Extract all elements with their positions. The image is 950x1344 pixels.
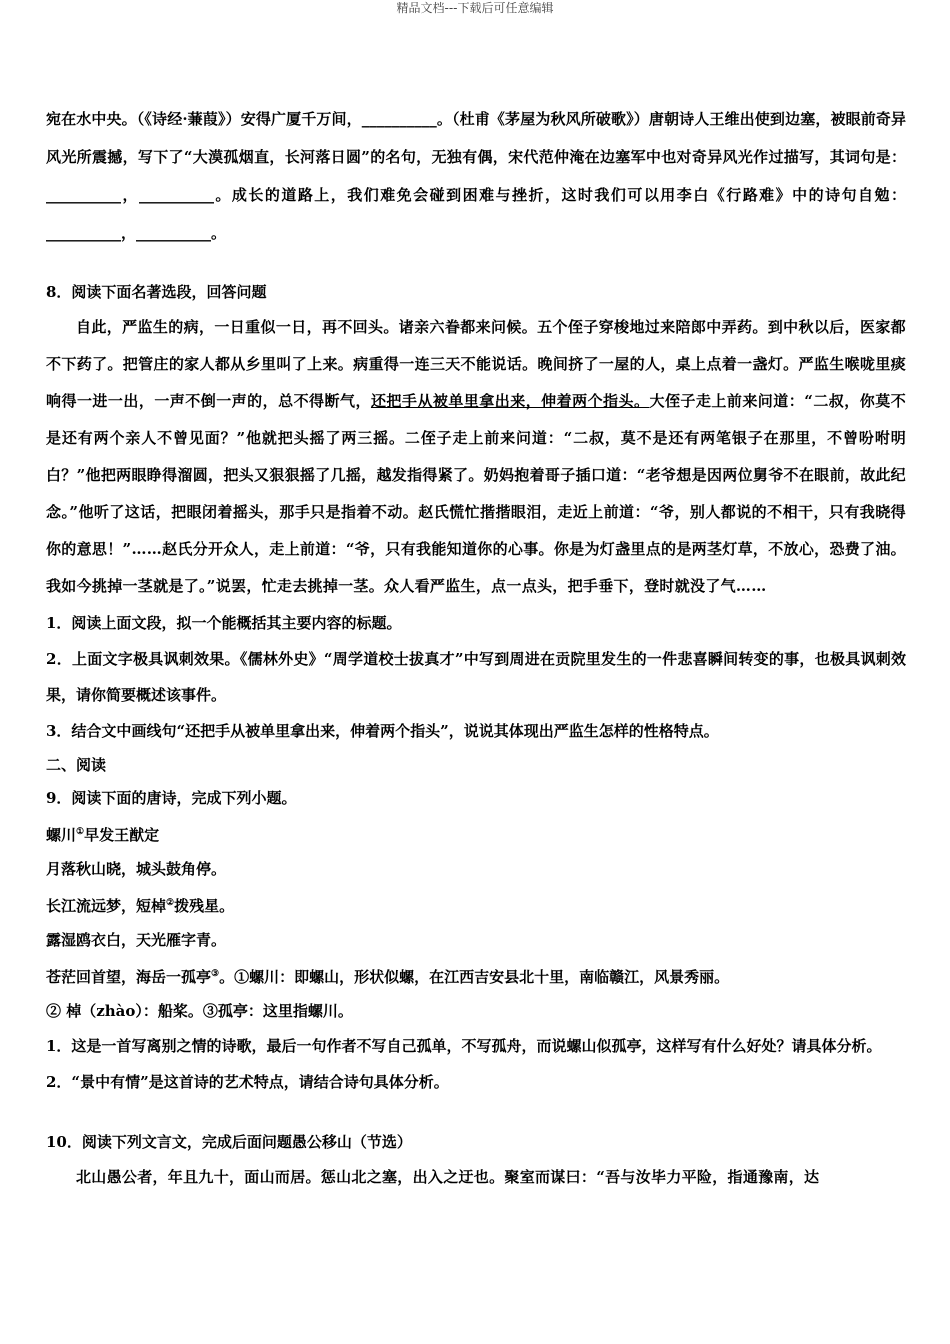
poem-line-4: 苍茫回首望，海岳一孤亭③。①螺川：即螺山，形状似螺，在江西吉安县北十里，南临赣江，风景秀丽。 <box>46 968 730 986</box>
q9-sub1: 1．这是一首写离别之情的诗歌，最后一句作者不写自己孤单，不写孤舟，而说螺山似孤亭，这样写有什么好处？请具体分析。 <box>46 1037 882 1055</box>
q8-title: 8．阅读下面名著选段，回答问题 <box>46 283 267 301</box>
q8-sub1: 1．阅读上面文段，拟一个能概括其主要内容的标题。 <box>46 614 402 632</box>
q9-title: 9．阅读下面的唐诗，完成下列小题。 <box>46 789 297 807</box>
poem-title: 螺川①早发王猷定 <box>46 826 160 844</box>
document-body <box>46 100 906 1196</box>
page-header: 精品文档---下载后可任意编辑 <box>396 1 554 15</box>
q8-passage: 自此，严监生的病，一日重似一日，再不回头。诸亲六眷都来问候。五个侄子穿梭地过来陪郎中弄药。到中秋以后，医家都不下药了。把管庄的家人都从乡里叫了上来。病重得一连三天不能说话。晚间挤了一屋的人，桌上点着一盏灯。严监生喉咙里痰响得一进一出，一声不倒一声的，总不得断气，还把手从被单里拿出来，伸着两个指头。大侄子走上前来问道：“二叔，你莫不是还有两个亲人不曾见面？”他就把头摇了两三摇。二侄子走上前来问道：“二叔，莫不是还有两笔银子在那里，不曾吩咐明白？”他把两眼睁得溜圆，把头又狠狠摇了几摇，越发指得紧了。奶妈抱着哥子插口道：“老爷想是因两位舅爷不在眼前，故此纪念。”他听了这话，把眼闭着摇头，那手只是指着不动。赵氏慌忙揩揩眼泪，走近上前道：“爷，别人都说的不相干，只有我晓得你的意思！”……赵氏分开众人，走上前道：“爷，只有我能知道你的心事。你是为灯盏里点的是两茎灯草，不放心，恐费了油。我如今挑掉一茎就是了。”说罢，忙走去挑掉一茎。众人看严监生，点一点头，把手垂下，登时就没了气…… <box>46 318 906 595</box>
q9-sub2: 2．“景中有情”是这首诗的艺术特点，请结合诗句具体分析。 <box>46 1073 449 1091</box>
poem-line-3: 露湿鸥衣白，天光雁字青。 <box>46 931 227 949</box>
poem-notes: ② 棹（zhào）：船桨。③孤亭：这里指螺川。 <box>46 1002 353 1020</box>
intro-paragraph: 宛在水中央。（《诗经·蒹葭》）安得广厦千万间，__________。（杜甫《茅屋为秋风所破歌》）唐朝诗人王维出使到边塞，被眼前奇异风光所震撼，写下了“大漠孤烟直，长河落日圆”的名句，无独有偶，宋代范仲淹在边塞军中也对奇异风光作过描写，其词句是：__________，__________。成长的道路上，我们难免会碰到困难与挫折，这时我们可以用李白《行路难》中的诗句自勉：__________，__________。 <box>46 110 906 242</box>
poem-line-1: 月落秋山晓，城头鼓角停。 <box>46 860 227 878</box>
q10-passage: 北山愚公者，年且九十，面山而居。惩山北之塞，出入之迂也。聚室而谋曰：“吾与汝毕力平险，指通豫南，达 <box>76 1168 820 1186</box>
q8-sub3: 3．结合文中画线句“还把手从被单里拿出来，伸着两个指头”，说说其体现出严监生怎样的性格特点。 <box>46 722 719 740</box>
q8-sub2: 2．上面文字极具讽刺效果。《儒林外史》“周学道校士拔真才”中写到周进在贡院里发生的一件悲喜瞬间转变的事，也极具讽刺效果，请你简要概述该事件。 <box>46 650 906 704</box>
q10-title: 10．阅读下列文言文，完成后面问题愚公移山（节选） <box>46 1133 412 1151</box>
poem-line-2: 长江流远梦，短棹②拨残星。 <box>46 897 235 915</box>
section-heading: 二、阅读 <box>46 756 107 774</box>
underlined-sentence: 还把手从被单里拿出来，伸着两个指头。 <box>370 392 650 410</box>
